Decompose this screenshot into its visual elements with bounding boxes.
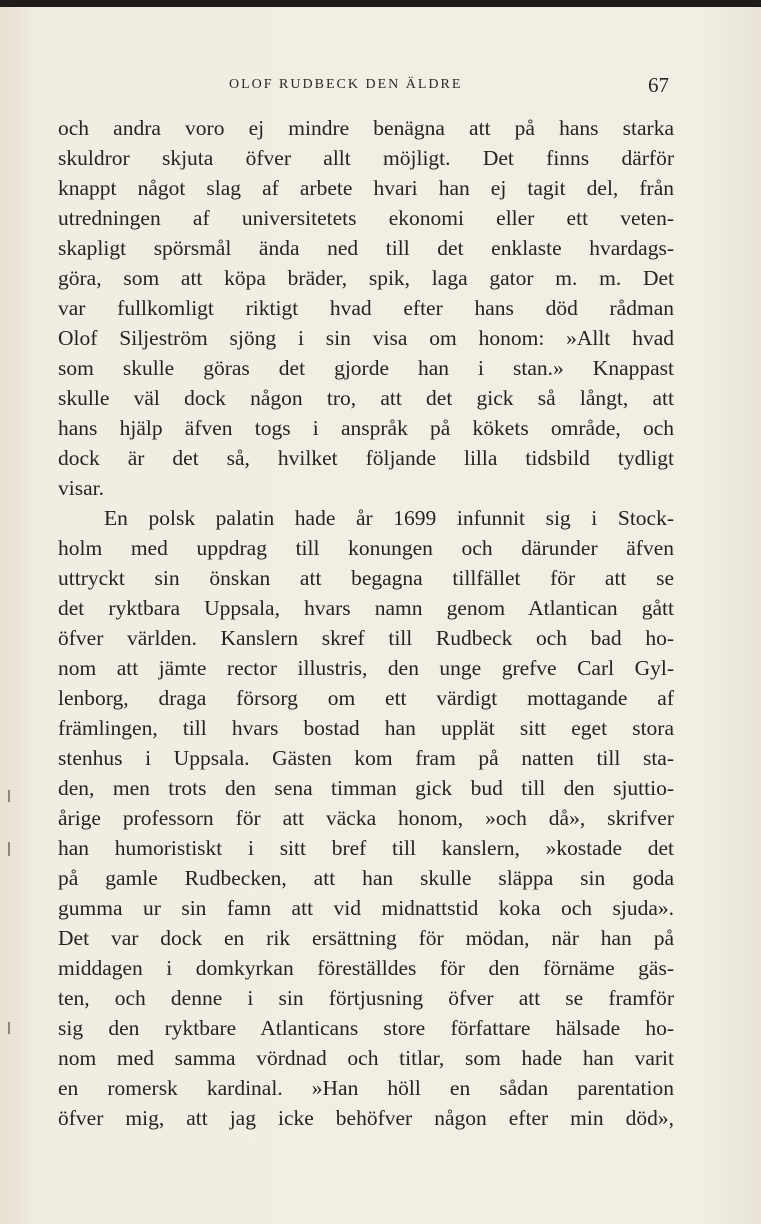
- text-line: han humoristiskt i sitt bref till kanslern, »kostade det: [58, 836, 674, 860]
- text-line: middagen i domkyrkan föreställdes för den förnäme gäs-: [58, 956, 674, 980]
- text-line: var fullkomligt riktigt hvad efter hans död rådman: [58, 296, 674, 320]
- text-line: den, men trots den sena timman gick bud till den sjuttio-: [58, 776, 674, 800]
- text-line: öfver mig, att jag icke behöfver någon efter min död»,: [58, 1106, 674, 1130]
- text-line: hans hjälp äfven togs i anspråk på kökets område, och: [58, 416, 674, 440]
- margin-tick: [8, 842, 10, 856]
- page-top-edge: [0, 0, 761, 7]
- page-header: [0, 73, 761, 97]
- text-line: gumma ur sin famn att vid midnattstid koka och sjuda».: [58, 896, 674, 920]
- text-line: dock är det så, hvilket följande lilla tidsbild tydligt: [58, 446, 674, 470]
- text-line: lenborg, draga försorg om ett värdigt mottagande af: [58, 686, 674, 710]
- text-line: öfver världen. Kanslern skref till Rudbeck och bad ho-: [58, 626, 674, 650]
- body-text: [58, 113, 674, 1133]
- text-line: nom att jämte rector illustris, den unge grefve Carl Gyl-: [58, 656, 674, 680]
- text-line: sig den ryktbare Atlanticans store författare hälsade ho-: [58, 1016, 674, 1040]
- text-line: utredningen af universitetets ekonomi eller ett veten-: [58, 206, 674, 230]
- text-line: uttryckt sin önskan att begagna tillfället för att se: [58, 566, 674, 590]
- text-line: främlingen, till hvars bostad han upplät sitt eget stora: [58, 716, 674, 740]
- running-title: OLOF RUDBECK DEN ÄLDRE: [229, 77, 463, 92]
- text-line: på gamle Rudbecken, att han skulle släppa sin goda: [58, 866, 674, 890]
- text-line: årige professorn för att väcka honom, »och då», skrifver: [58, 806, 674, 830]
- text-line: nom med samma vördnad och titlar, som hade han varit: [58, 1046, 674, 1070]
- text-line: som skulle göras det gjorde han i stan.» Knappast: [58, 356, 674, 380]
- text-line: En polsk palatin hade år 1699 infunnit sig i Stock-: [104, 506, 674, 530]
- margin-tick: [8, 1022, 10, 1034]
- text-line: holm med uppdrag till konungen och därunder äfven: [58, 536, 674, 560]
- text-line: ten, och denne i sin förtjusning öfver att se framför: [58, 986, 674, 1010]
- text-line: knappt något slag af arbete hvari han ej tagit del, från: [58, 176, 674, 200]
- text-line: Olof Siljeström sjöng i sin visa om honom: »Allt hvad: [58, 326, 674, 350]
- text-line: det ryktbara Uppsala, hvars namn genom Atlantican gått: [58, 596, 674, 620]
- page-number: 67: [648, 73, 669, 97]
- margin-tick: [8, 790, 10, 802]
- text-line: Det var dock en rik ersättning för mödan, när han på: [58, 926, 674, 950]
- text-line: och andra voro ej mindre benägna att på hans starka: [58, 116, 674, 140]
- text-line: stenhus i Uppsala. Gästen kom fram på natten till sta-: [58, 746, 674, 770]
- book-page: [0, 7, 761, 1224]
- text-line: en romersk kardinal. »Han höll en sådan parentation: [58, 1076, 674, 1100]
- text-line: göra, som att köpa bräder, spik, laga gator m. m. Det: [58, 266, 674, 290]
- text-line: skulle väl dock någon tro, att det gick så långt, att: [58, 386, 674, 410]
- text-line: skapligt spörsmål ända ned till det enklaste hvardags-: [58, 236, 674, 260]
- text-line: skuldror skjuta öfver allt möjligt. Det finns därför: [58, 146, 674, 170]
- text-line: visar.: [58, 476, 104, 500]
